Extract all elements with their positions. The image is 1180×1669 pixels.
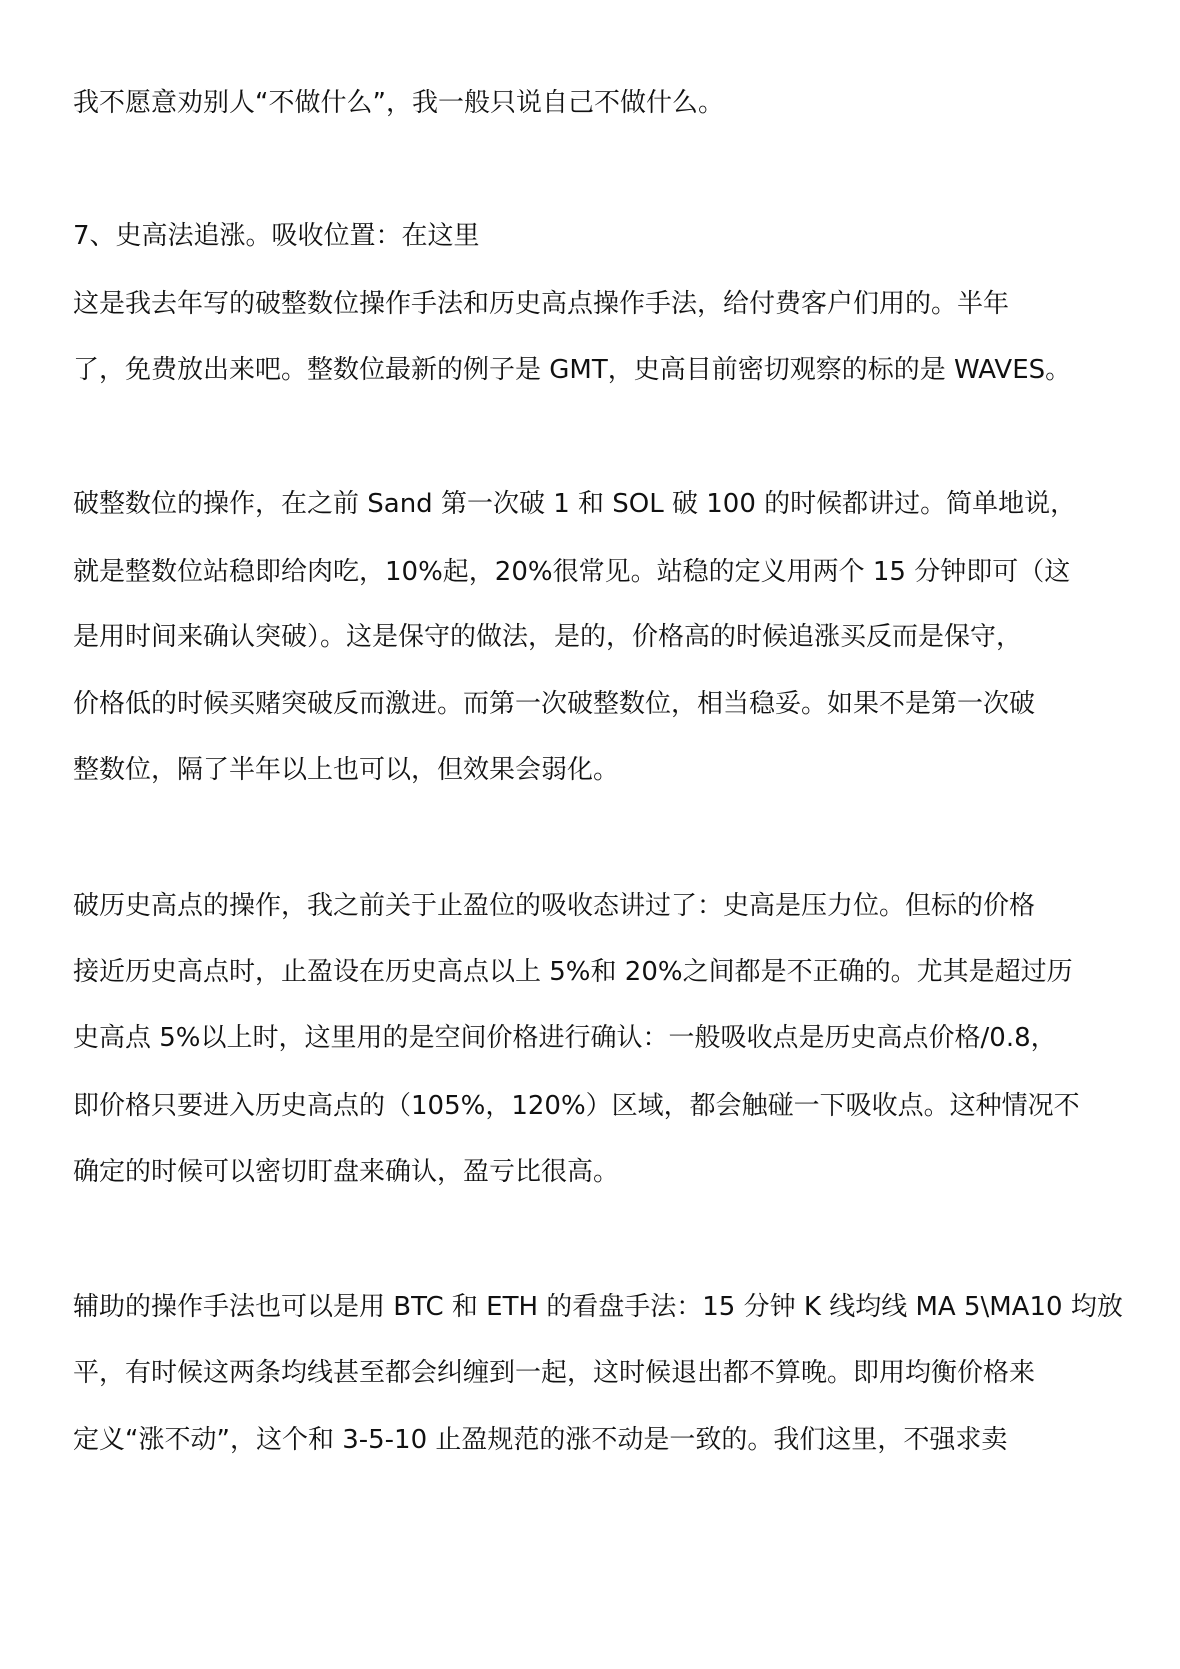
text-line: 接近历史高点时，止盈设在历史高点以上 5%和 20%之间都是不正确的。尤其是超过历 [73, 957, 1073, 987]
text-line: 辅助的操作手法也可以是用 BTC 和 ETH 的看盘手法：15 分钟 K 线均线 MA 5\MA10 均放 [73, 1292, 1123, 1322]
text-line: 价格低的时候买赌突破反而激进。而第一次破整数位，相当稳妥。如果不是第一次破 [73, 689, 1036, 719]
text-line: 破历史高点的操作，我之前关于止盈位的吸收态讲过了：史高是压力位。但标的价格 [73, 891, 1036, 921]
text-line: 是用时间来确认突破）。这是保守的做法，是的，价格高的时候追涨买反而是保守， [73, 622, 1023, 652]
text-line: 定义“涨不动”，这个和 3-5-10 止盈规范的涨不动是一致的。我们这里，不强求卖 [73, 1425, 1008, 1455]
text-line: 破整数位的操作，在之前 Sand 第一次破 1 和 SOL 破 100 的时候都讲过。简单地说， [73, 489, 1077, 519]
section-heading: 7、史高法追涨。吸收位置：在这里 [73, 221, 480, 251]
text-line: 平，有时候这两条均线甚至都会纠缠到一起，这时候退出都不算晚。即用均衡价格来 [73, 1358, 1036, 1388]
text-line: 确定的时候可以密切盯盘来确认，盈亏比很高。 [73, 1157, 620, 1187]
text-line: 我不愿意劝别人“不做什么”，我一般只说自己不做什么。 [73, 88, 724, 118]
text-line: 整数位，隔了半年以上也可以，但效果会弱化。 [73, 755, 620, 785]
text-line: 即价格只要进入历史高点的（105%，120%）区域，都会触碰一下吸收点。这种情况不 [73, 1091, 1080, 1121]
text-line: 就是整数位站稳即给肉吃，10%起，20%很常见。站稳的定义用两个 15 分钟即可（这 [73, 557, 1071, 587]
text-line: 史高点 5%以上时，这里用的是空间价格进行确认：一般吸收点是历史高点价格/0.8， [73, 1023, 1057, 1053]
text-line: 了，免费放出来吧。整数位最新的例子是 GMT，史高目前密切观察的标的是 WAVES。 [73, 355, 1072, 385]
text-line: 这是我去年写的破整数位操作手法和历史高点操作手法，给付费客户们用的。半年 [73, 289, 1010, 319]
